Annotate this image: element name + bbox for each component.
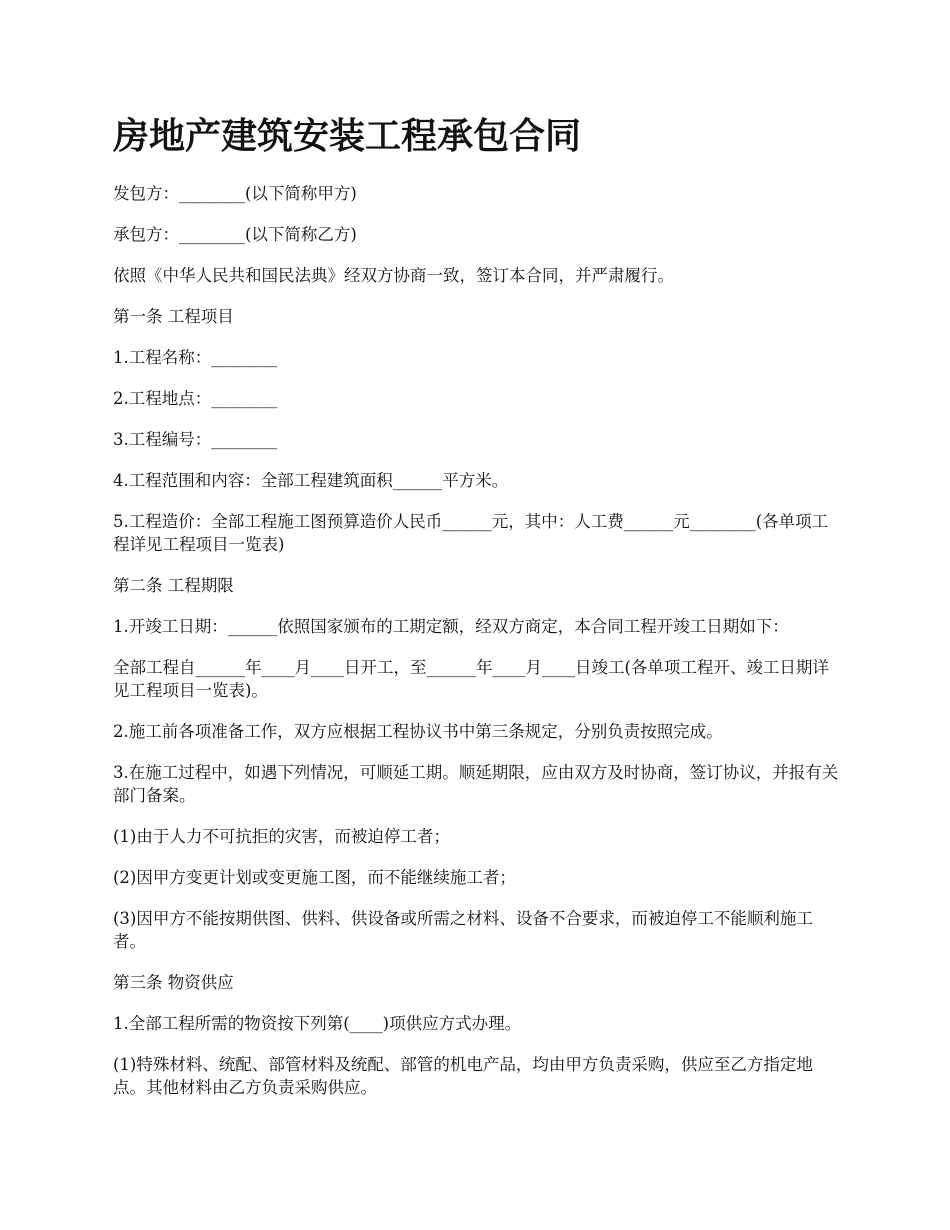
extension-case-1: (1)由于人力不可抗拒的灾害，而被迫停工者； [113, 827, 450, 846]
project-cost: 5.工程造价：全部工程施工图预算造价人民币______元，其中：人工费______元________(各单项工程详见工程项目一览表) [113, 512, 829, 554]
project-number: 3.工程编号：________ [113, 430, 278, 449]
party-a-line: 发包方：________(以下简称甲方) [113, 184, 357, 203]
supply-option-1: (1)特殊材料、统配、部管材料及统配、部管的机电产品，均由甲方负责采购，供应至乙方指定地点。其他材料由乙方负责采购供应。 [113, 1055, 813, 1097]
supply-method: 1.全部工程所需的物资按下列第(____)项供应方式办理。 [113, 1014, 522, 1033]
start-finish-date: 1.开竣工日期：______依照国家颁布的工期定额，经双方商定，本合同工程开竣工日期如下： [113, 617, 789, 636]
document-page [113, 110, 843, 1117]
extension-clause: 3.在施工过程中，如遇下列情况，可顺延工期。顺延期限，应由双方及时协商，签订协议，并报有关部门备案。 [113, 763, 839, 805]
project-location: 2.工程地点：________ [113, 389, 278, 408]
document-title: 房地产建筑安装工程承包合同 [113, 115, 582, 157]
article-1-heading: 第一条 工程项目 [113, 307, 234, 326]
project-name: 1.工程名称：________ [113, 348, 278, 367]
extension-case-3: (3)因甲方不能按期供图、供料、供设备或所需之材料、设备不合要求，而被迫停工不能顺利施工者。 [113, 909, 813, 951]
overall-schedule: 全部工程自______年____月____日开工，至______年____月____日竣工(各单项工程开、竣工日期详见工程项目一览表)。 [113, 658, 829, 700]
project-scope: 4.工程范围和内容：全部工程建筑面积______平方米。 [113, 471, 509, 490]
preparation-clause: 2.施工前各项准备工作，双方应根据工程协议书中第三条规定，分别负责按照完成。 [113, 722, 723, 741]
article-3-heading: 第三条 物资供应 [113, 973, 234, 992]
article-2-heading: 第二条 工程期限 [113, 576, 234, 595]
party-b-line: 承包方：________(以下简称乙方) [113, 225, 357, 244]
preamble: 依照《中华人民共和国民法典》经双方协商一致，签订本合同，并严肃履行。 [113, 266, 674, 285]
extension-case-2: (2)因甲方变更计划或变更施工图，而不能继续施工者； [113, 868, 516, 887]
